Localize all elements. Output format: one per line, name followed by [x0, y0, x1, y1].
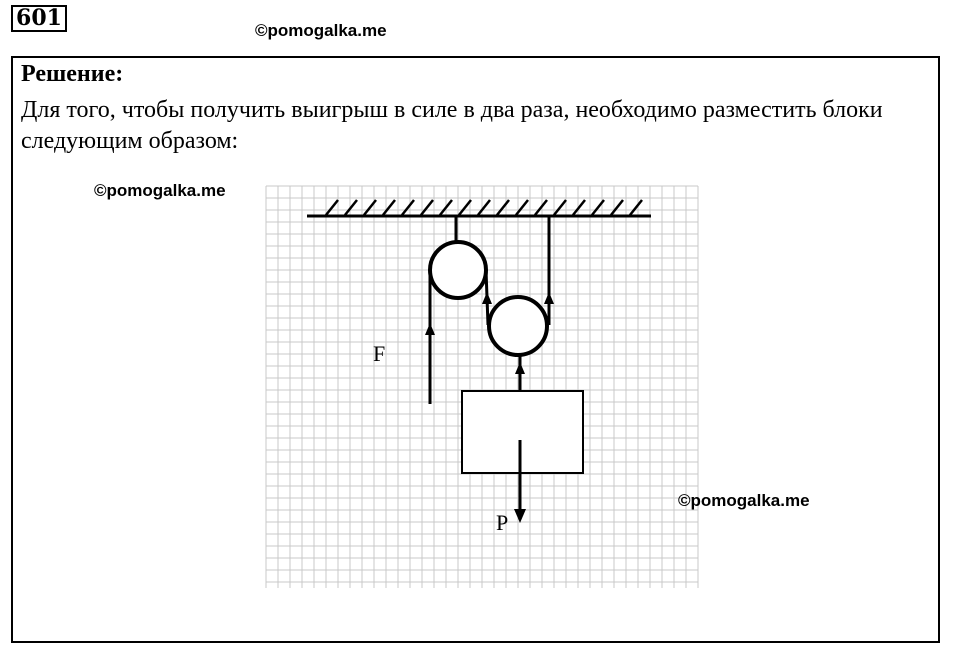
watermark-top: ©pomogalka.me: [255, 21, 387, 40]
force-label: F: [373, 341, 386, 366]
problem-number: 601: [11, 5, 67, 32]
tension-arrowhead: [515, 362, 525, 374]
load-block: [462, 391, 583, 473]
watermark-figure: ©pomogalka.me: [94, 181, 226, 200]
movable-pulley: [489, 297, 547, 355]
solution-heading: Решение:: [21, 61, 124, 87]
ceiling: [307, 200, 651, 216]
grid-paper: [266, 186, 698, 588]
solution-text: Для того, чтобы получить выигрыш в силе в два раза, необходимо разместить блоки следующим образом:: [21, 97, 883, 154]
weight-arrowhead: [514, 509, 526, 523]
weight-label: P: [496, 510, 509, 535]
fixed-pulley: [430, 242, 486, 298]
watermark-right: ©pomogalka.me: [678, 491, 810, 510]
